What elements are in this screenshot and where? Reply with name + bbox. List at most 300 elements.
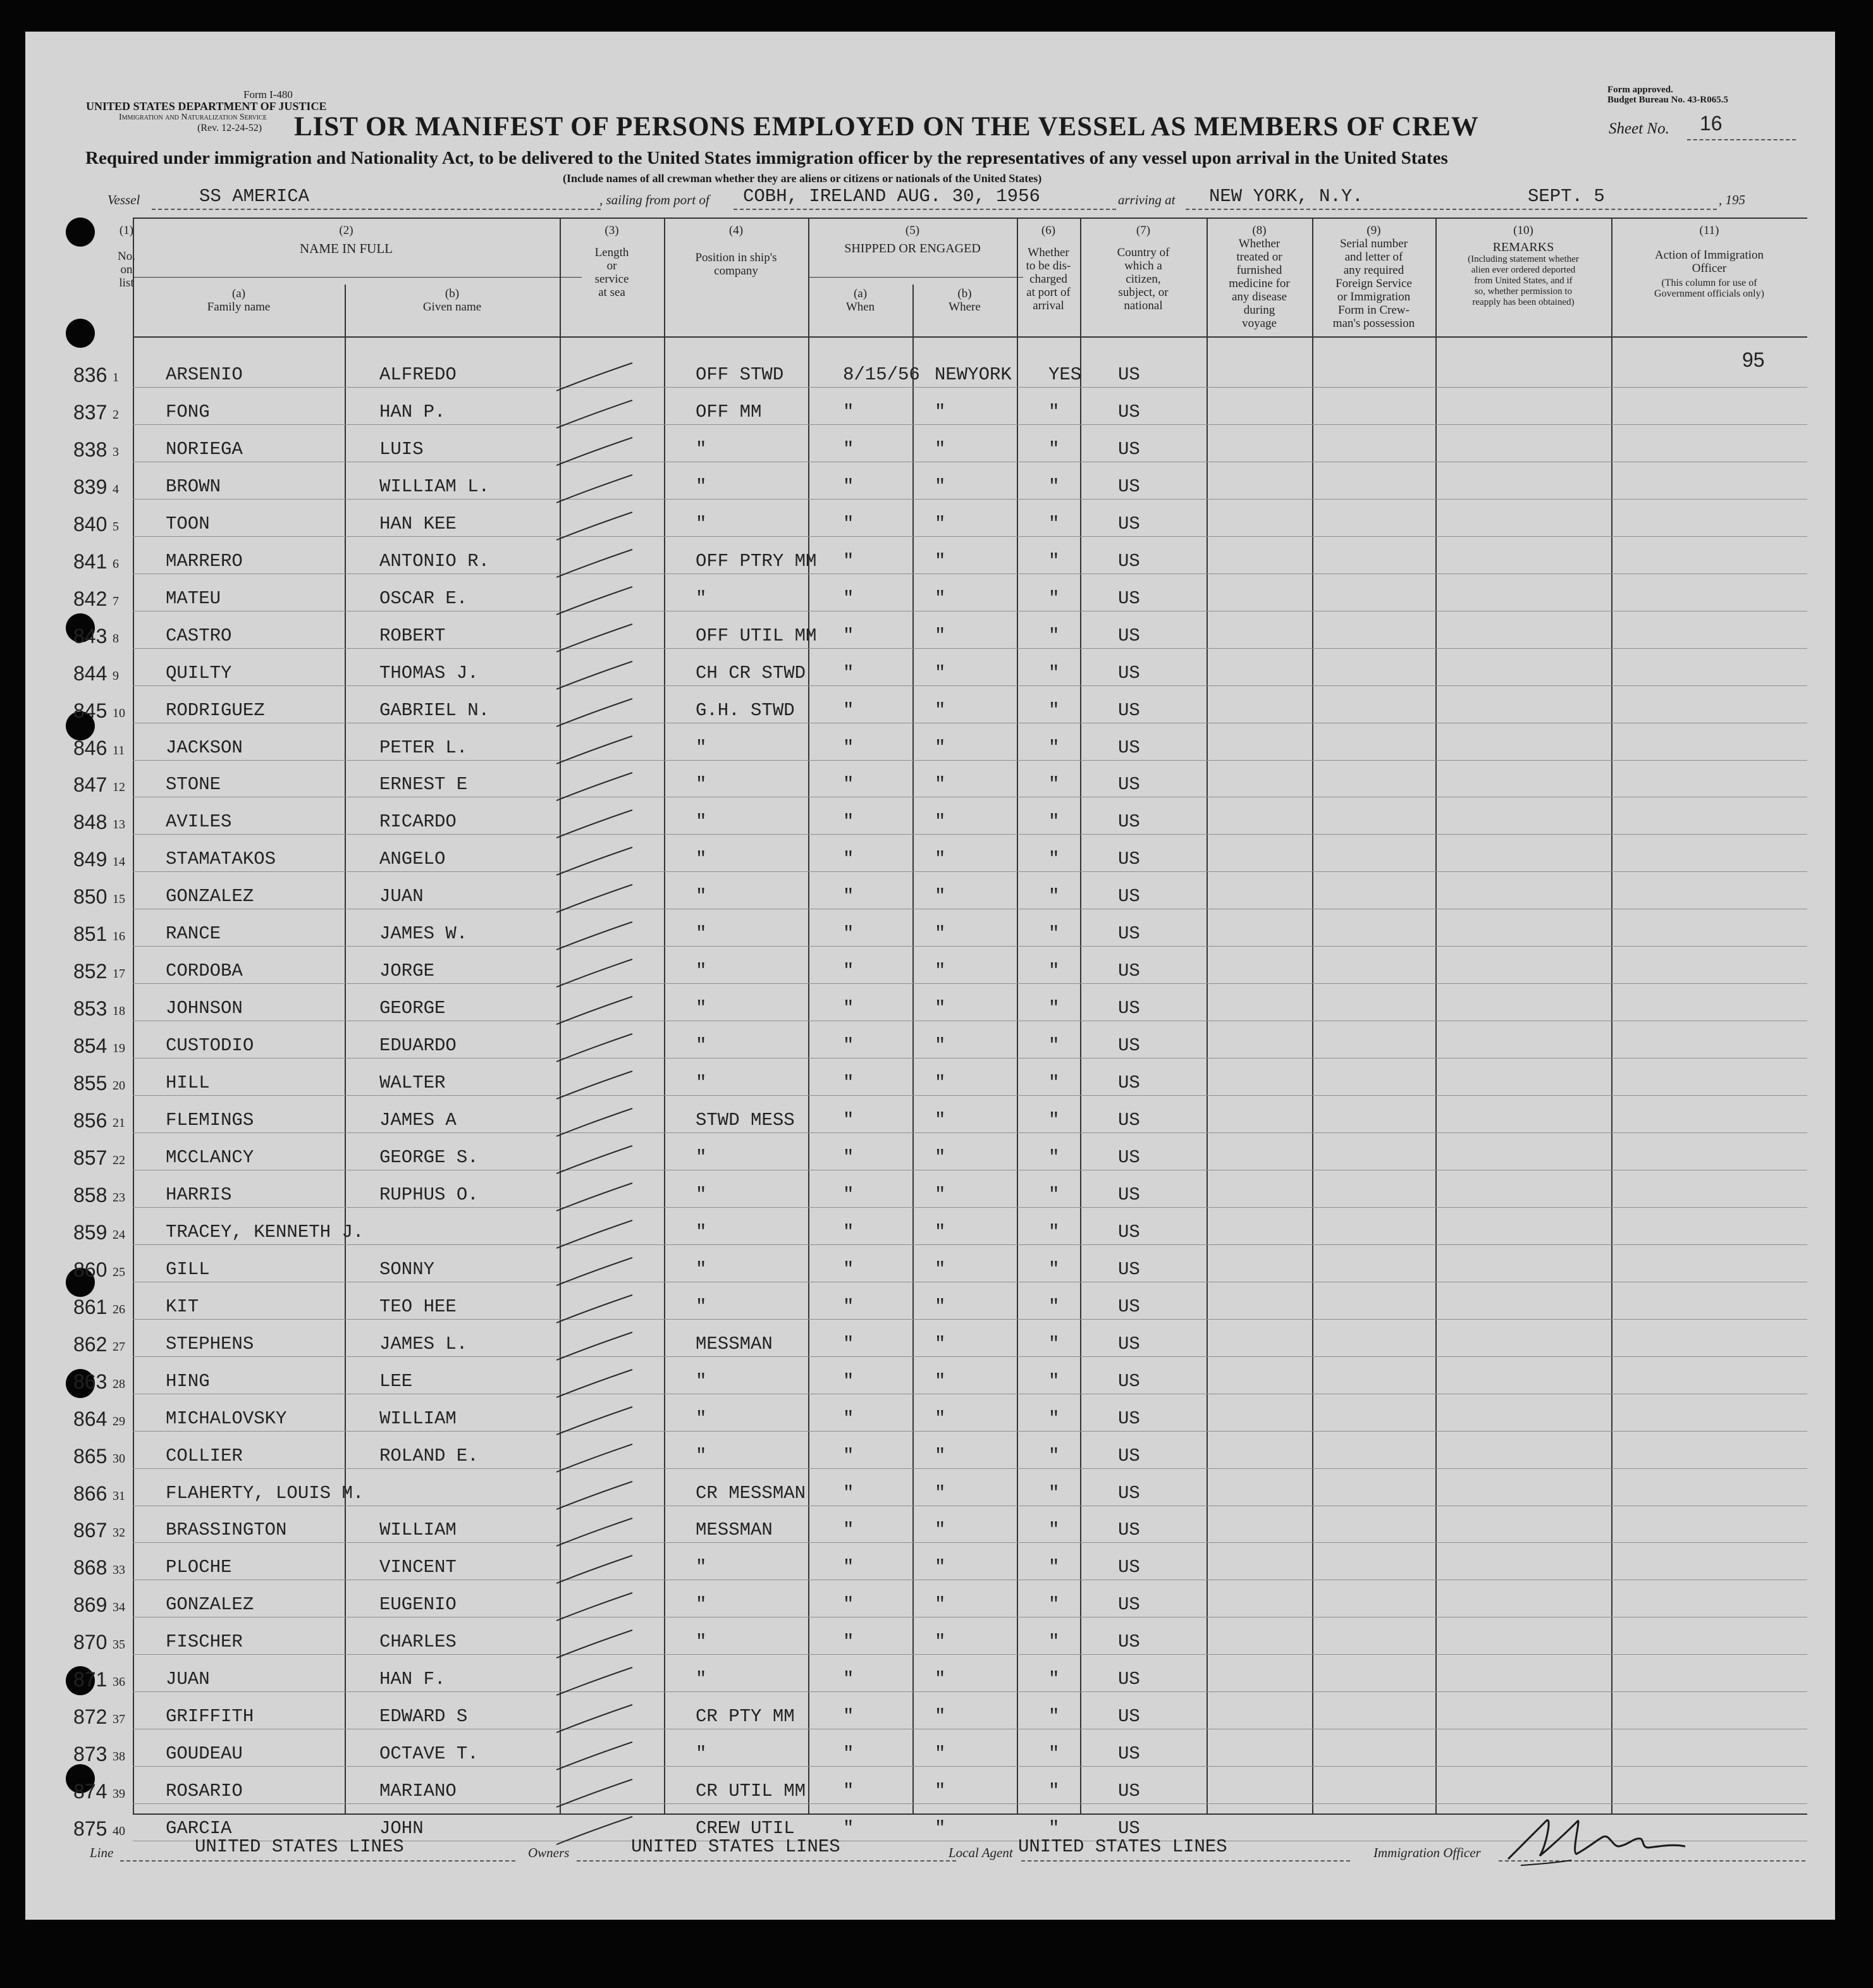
family-name: BRASSINGTON	[166, 1519, 287, 1541]
position: "	[696, 811, 707, 833]
line-number: 39	[113, 1787, 125, 1801]
shipped-when: "	[843, 1296, 854, 1317]
shipped-when: "	[843, 923, 854, 945]
shipped-when: "	[843, 1519, 854, 1541]
shipped-when: "	[843, 1594, 854, 1616]
row-rule	[133, 1356, 1807, 1357]
family-name: HING	[166, 1370, 210, 1392]
row-rule	[133, 685, 1807, 686]
shipped-when: "	[843, 774, 854, 795]
position: "	[696, 1445, 707, 1466]
given-name: JAMES W.	[379, 923, 468, 945]
name-subheader-rule	[133, 277, 582, 278]
sheet-no-line	[1687, 138, 1796, 140]
col4-header: (4) Position in ship's company	[695, 224, 777, 278]
tick-mark	[544, 619, 639, 657]
discharged: "	[1048, 550, 1060, 572]
discharged: "	[1048, 401, 1060, 422]
tick-mark	[544, 1513, 639, 1551]
shipped-where: "	[935, 1072, 946, 1094]
col11-header: (11) Action of Immigration Officer (This column for use of Government officials only)	[1654, 224, 1764, 299]
line-number: 33	[113, 1563, 125, 1578]
line-number: 12	[113, 780, 125, 795]
row-rule	[133, 536, 1807, 537]
discharged: "	[1048, 923, 1060, 945]
discharged: "	[1048, 1519, 1060, 1541]
position: "	[696, 737, 707, 758]
line-number: 3	[113, 445, 119, 459]
shipped-subheader-rule	[808, 277, 1023, 278]
col6-header: (6) Whether to be dis- charged at port of arrival	[1026, 224, 1071, 312]
col2-header: (2) NAME IN FULL	[300, 224, 393, 256]
discharged: "	[1048, 811, 1060, 833]
family-name: ARSENIO	[166, 364, 243, 385]
shipped-where: "	[935, 886, 946, 907]
line-number: 28	[113, 1377, 125, 1391]
line-number: 30	[113, 1451, 125, 1466]
shipped-when: "	[843, 1110, 854, 1131]
punch-hole	[66, 218, 95, 247]
tick-mark	[544, 1365, 639, 1402]
position: MESSMAN	[696, 1519, 773, 1541]
family-name: FISCHER	[166, 1631, 243, 1653]
discharged: "	[1048, 1258, 1060, 1280]
col-rule	[1312, 219, 1313, 1815]
serial-number: 848	[73, 811, 107, 834]
serial-number: 869	[73, 1593, 107, 1617]
serial-number: 866	[73, 1482, 107, 1505]
family-name: HILL	[166, 1072, 210, 1094]
tick-mark	[544, 1029, 639, 1067]
position: "	[696, 960, 707, 982]
tick-mark	[544, 694, 639, 732]
shipped-where: "	[935, 1184, 946, 1205]
serial-number: 854	[73, 1034, 107, 1058]
shipped-where: "	[935, 1035, 946, 1057]
serial-number: 863	[73, 1370, 107, 1393]
shipped-when: "	[843, 513, 854, 534]
serial-number: 872	[73, 1705, 107, 1729]
arrival-line	[1186, 207, 1717, 210]
tick-mark	[544, 1253, 639, 1291]
serial-number: 844	[73, 661, 107, 685]
officer-label: Immigration Officer	[1373, 1845, 1481, 1860]
given-name: EDWARD S	[379, 1706, 468, 1727]
shipped-when: "	[843, 1781, 854, 1802]
line-number: 37	[113, 1712, 125, 1727]
given-name: JUAN	[379, 886, 424, 907]
tick-mark	[544, 1103, 639, 1141]
departure-port: COBH, IRELAND AUG. 30, 1956	[743, 186, 1040, 207]
tick-mark	[544, 470, 639, 508]
serial-number: 837	[73, 400, 107, 424]
serial-number: 860	[73, 1258, 107, 1281]
discharged: "	[1048, 438, 1060, 460]
serial-number: 865	[73, 1444, 107, 1468]
given-name: LEE	[379, 1370, 413, 1392]
discharged: "	[1048, 960, 1060, 982]
shipped-where: "	[935, 923, 946, 945]
tick-stroke	[556, 1295, 632, 1323]
tick-stroke	[556, 922, 632, 950]
discharged: "	[1048, 699, 1060, 721]
col-rule	[808, 219, 809, 1815]
serial-number: 851	[73, 923, 107, 946]
given-name: CHARLES	[379, 1631, 457, 1653]
country: US	[1118, 1408, 1140, 1429]
position: "	[696, 849, 707, 870]
shipped-where: "	[935, 1781, 946, 1802]
tick-stroke	[556, 885, 632, 912]
shipped-where: "	[935, 998, 946, 1019]
shipped-when: "	[843, 960, 854, 982]
serial-number: 862	[73, 1332, 107, 1356]
row-rule	[133, 1207, 1807, 1208]
family-name: PLOCHE	[166, 1557, 232, 1578]
tick-stroke	[556, 1146, 632, 1174]
position: CR MESSMAN	[696, 1482, 806, 1504]
form-number: Form I-480	[243, 89, 293, 101]
owners-field-rule	[577, 1859, 956, 1862]
shipped-where: "	[935, 625, 946, 646]
line-name: UNITED STATES LINES	[195, 1836, 404, 1857]
family-name: KIT	[166, 1296, 199, 1317]
family-name: FONG	[166, 401, 210, 422]
family-name: RANCE	[166, 923, 221, 945]
row-rule	[133, 834, 1807, 835]
family-name: TRACEY, KENNETH J.	[166, 1221, 364, 1242]
country: US	[1118, 1035, 1140, 1057]
row-rule	[133, 424, 1807, 425]
tick-mark	[544, 991, 639, 1029]
given-name: ANGELO	[379, 849, 446, 870]
tick-mark	[544, 1439, 639, 1477]
shipped-when: "	[843, 550, 854, 572]
country: US	[1118, 811, 1140, 833]
tick-mark	[544, 805, 639, 843]
position: "	[696, 1594, 707, 1616]
shipped-when: 8/15/56	[843, 364, 920, 385]
family-name: NORIEGA	[166, 438, 243, 460]
line-number: 18	[113, 1004, 125, 1019]
shipped-where: "	[935, 1594, 946, 1616]
shipped-where: "	[935, 476, 946, 497]
discharged: "	[1048, 1146, 1060, 1168]
family-name: CUSTODIO	[166, 1035, 254, 1057]
discharged: "	[1048, 1781, 1060, 1802]
family-name: GILL	[166, 1258, 210, 1280]
shipped-where: "	[935, 401, 946, 422]
position: "	[696, 1370, 707, 1392]
shipped-when: "	[843, 1408, 854, 1429]
discharged: "	[1048, 1706, 1060, 1727]
family-name: AVILES	[166, 811, 232, 833]
shipped-when: "	[843, 1146, 854, 1168]
shipped-when: "	[843, 737, 854, 758]
tick-stroke	[556, 1630, 632, 1658]
line-number: 15	[113, 892, 125, 907]
tick-mark	[544, 731, 639, 769]
row-rule	[133, 1132, 1807, 1133]
subtitle: Required under immigration and Nationality Act, to be delivered to the United States immigration officer by the representatives of any vessel upon arrival in the United States	[85, 148, 1448, 168]
shipped-when: "	[843, 662, 854, 684]
family-name: GRIFFITH	[166, 1706, 254, 1727]
budget-bureau: Budget Bureau No. 43-R065.5	[1607, 95, 1728, 105]
country: US	[1118, 1743, 1140, 1765]
discharged: "	[1048, 1333, 1060, 1354]
given-name: ANTONIO R.	[379, 550, 490, 572]
tick-stroke	[556, 661, 632, 689]
tick-mark	[544, 1737, 639, 1775]
shipped-where: "	[935, 1221, 946, 1242]
shipped-where: "	[935, 1110, 946, 1131]
col-rule	[1611, 219, 1612, 1815]
shipped-where: "	[935, 513, 946, 534]
row-rule	[133, 1244, 1807, 1245]
shipped-where: "	[935, 1258, 946, 1280]
tick-mark	[544, 1588, 639, 1626]
shipped-where: "	[935, 1818, 946, 1839]
line-number: 27	[113, 1339, 125, 1354]
line-number: 5	[113, 519, 119, 534]
department-name: UNITED STATES DEPARTMENT OF JUSTICE	[86, 100, 327, 113]
tick-stroke	[556, 1183, 632, 1211]
officer-annotation: 95	[1742, 348, 1765, 371]
form-revision: (Rev. 12-24-52)	[197, 123, 262, 133]
discharged: "	[1048, 662, 1060, 684]
tick-stroke	[556, 1817, 632, 1844]
tick-stroke	[556, 1108, 632, 1136]
row-rule	[133, 1431, 1807, 1432]
shipped-where: "	[935, 1557, 946, 1578]
row-rule	[133, 983, 1807, 984]
serial-number: 852	[73, 960, 107, 983]
shipped-when: "	[843, 1035, 854, 1057]
tick-stroke	[556, 1332, 632, 1360]
col-rule	[1435, 219, 1437, 1815]
given-name: WALTER	[379, 1072, 446, 1094]
given-name: WILLIAM L.	[379, 476, 490, 497]
line-number: 6	[113, 556, 119, 571]
discharged: "	[1048, 1296, 1060, 1317]
given-name: GEORGE	[379, 998, 446, 1019]
tick-stroke	[556, 549, 632, 577]
serial-number: 838	[73, 438, 107, 461]
agent-label: Local Agent	[949, 1845, 1013, 1860]
shipped-when: "	[843, 998, 854, 1019]
country: US	[1118, 1557, 1140, 1578]
line-field-rule	[120, 1859, 515, 1862]
shipped-where: NEWYORK	[935, 364, 1012, 385]
tick-stroke	[556, 363, 632, 391]
line-number: 10	[113, 706, 125, 720]
position: "	[696, 1743, 707, 1765]
family-name: GONZALEZ	[166, 886, 254, 907]
position: "	[696, 587, 707, 609]
position: "	[696, 1258, 707, 1280]
shipped-when: "	[843, 1706, 854, 1727]
tick-stroke	[556, 624, 632, 652]
serial-number: 841	[73, 549, 107, 573]
discharged: "	[1048, 737, 1060, 758]
given-name: HAN F.	[379, 1669, 446, 1690]
discharged: "	[1048, 1445, 1060, 1466]
discharged: "	[1048, 1370, 1060, 1392]
tick-mark	[544, 1662, 639, 1700]
line-number: 8	[113, 631, 119, 646]
country: US	[1118, 886, 1140, 907]
given-name: EDUARDO	[379, 1035, 457, 1057]
country: US	[1118, 550, 1140, 572]
tick-mark	[544, 1476, 639, 1514]
country: US	[1118, 513, 1140, 534]
position: CH CR STWD	[696, 662, 806, 684]
family-name: MICHALOVSKY	[166, 1408, 287, 1429]
family-name: HARRIS	[166, 1184, 232, 1205]
tick-mark	[544, 1066, 639, 1104]
position: "	[696, 774, 707, 795]
country: US	[1118, 1818, 1140, 1839]
line-number: 13	[113, 818, 125, 832]
line-number: 36	[113, 1675, 125, 1690]
tick-stroke	[556, 1667, 632, 1695]
position: "	[696, 1296, 707, 1317]
country: US	[1118, 1370, 1140, 1392]
position: "	[696, 476, 707, 497]
row-rule	[133, 1319, 1807, 1320]
tick-mark	[544, 1402, 639, 1440]
tick-stroke	[556, 736, 632, 764]
family-name: COLLIER	[166, 1445, 243, 1466]
tick-stroke	[556, 400, 632, 428]
family-name: GOUDEAU	[166, 1743, 243, 1765]
line-number: 17	[113, 967, 125, 981]
tick-mark	[544, 1327, 639, 1365]
discharged: "	[1048, 1110, 1060, 1131]
tick-stroke	[556, 699, 632, 727]
tick-mark	[544, 954, 639, 992]
col2a-header: (a) Family name	[207, 287, 271, 314]
line-number: 23	[113, 1190, 125, 1205]
shipped-when: "	[843, 1482, 854, 1504]
row-rule	[133, 946, 1807, 947]
serial-number: 857	[73, 1146, 107, 1169]
shipped-where: "	[935, 1482, 946, 1504]
position: "	[696, 1035, 707, 1057]
discharged: "	[1048, 849, 1060, 870]
position: "	[696, 513, 707, 534]
shipped-where: "	[935, 1669, 946, 1690]
family-name: RODRIGUEZ	[166, 699, 265, 721]
shipped-when: "	[843, 1258, 854, 1280]
line-number: 1	[113, 371, 119, 384]
family-name: FLEMINGS	[166, 1110, 254, 1131]
shipped-where: "	[935, 737, 946, 758]
shipped-where: "	[935, 1519, 946, 1541]
shipped-when: "	[843, 1072, 854, 1094]
position: "	[696, 1072, 707, 1094]
given-name: LUIS	[379, 438, 424, 460]
discharged: "	[1048, 774, 1060, 795]
tick-stroke	[556, 1407, 632, 1435]
discharged: "	[1048, 1557, 1060, 1578]
shipped-when: "	[843, 849, 854, 870]
family-name: MCCLANCY	[166, 1146, 254, 1168]
given-name: HAN P.	[379, 401, 446, 422]
shipped-when: "	[843, 1370, 854, 1392]
shipped-when: "	[843, 1669, 854, 1690]
shipped-when: "	[843, 438, 854, 460]
country: US	[1118, 1184, 1140, 1205]
tick-mark	[544, 395, 639, 433]
discharged: "	[1048, 1669, 1060, 1690]
shipped-where: "	[935, 960, 946, 982]
position: OFF STWD	[696, 364, 784, 385]
shipped-when: "	[843, 699, 854, 721]
family-name: CORDOBA	[166, 960, 243, 982]
serial-number: 861	[73, 1295, 107, 1318]
family-name: STONE	[166, 774, 221, 795]
row-rule	[133, 1468, 1807, 1469]
given-name: RUPHUS O.	[379, 1184, 479, 1205]
position: OFF MM	[696, 401, 762, 422]
shipped-where: "	[935, 1445, 946, 1466]
serial-number: 864	[73, 1407, 107, 1430]
position: G.H. STWD	[696, 699, 795, 721]
family-name: TOON	[166, 513, 210, 534]
agent-name: UNITED STATES LINES	[1018, 1836, 1227, 1857]
discharged: "	[1048, 1482, 1060, 1504]
family-name: QUILTY	[166, 662, 232, 684]
tick-mark	[544, 433, 639, 470]
tick-stroke	[556, 810, 632, 838]
country: US	[1118, 364, 1140, 385]
given-name: GABRIEL N.	[379, 699, 490, 721]
line-number: 26	[113, 1302, 125, 1316]
serial-number: 846	[73, 736, 107, 759]
shipped-where: "	[935, 1631, 946, 1653]
family-name: JOHNSON	[166, 998, 243, 1019]
line-number: 32	[113, 1526, 125, 1540]
given-name: ROLAND E.	[379, 1445, 479, 1466]
serial-number: 850	[73, 885, 107, 909]
tick-mark	[544, 544, 639, 582]
row-rule	[133, 1691, 1807, 1692]
given-name: JORGE	[379, 960, 435, 982]
line-number: 2	[113, 407, 119, 422]
country: US	[1118, 1333, 1140, 1354]
serial-number: 856	[73, 1109, 107, 1132]
shipped-when: "	[843, 1631, 854, 1653]
shipped-when: "	[843, 1743, 854, 1765]
serial-number: 836	[73, 364, 107, 386]
line-number: 40	[113, 1824, 125, 1839]
port-line	[734, 207, 1116, 210]
family-name: JACKSON	[166, 737, 243, 758]
family-name: STEPHENS	[166, 1333, 254, 1354]
family-name: BROWN	[166, 476, 221, 497]
shipped-when: "	[843, 811, 854, 833]
tick-mark	[544, 1215, 639, 1253]
discharged: "	[1048, 1743, 1060, 1765]
line-number: 35	[113, 1638, 125, 1652]
line-label: Line	[90, 1845, 114, 1860]
given-name: RICARDO	[379, 811, 457, 833]
country: US	[1118, 960, 1140, 982]
owners-name: UNITED STATES LINES	[631, 1836, 840, 1857]
family-name: FLAHERTY, LOUIS M.	[166, 1482, 364, 1504]
given-name: ERNEST E	[379, 774, 468, 795]
